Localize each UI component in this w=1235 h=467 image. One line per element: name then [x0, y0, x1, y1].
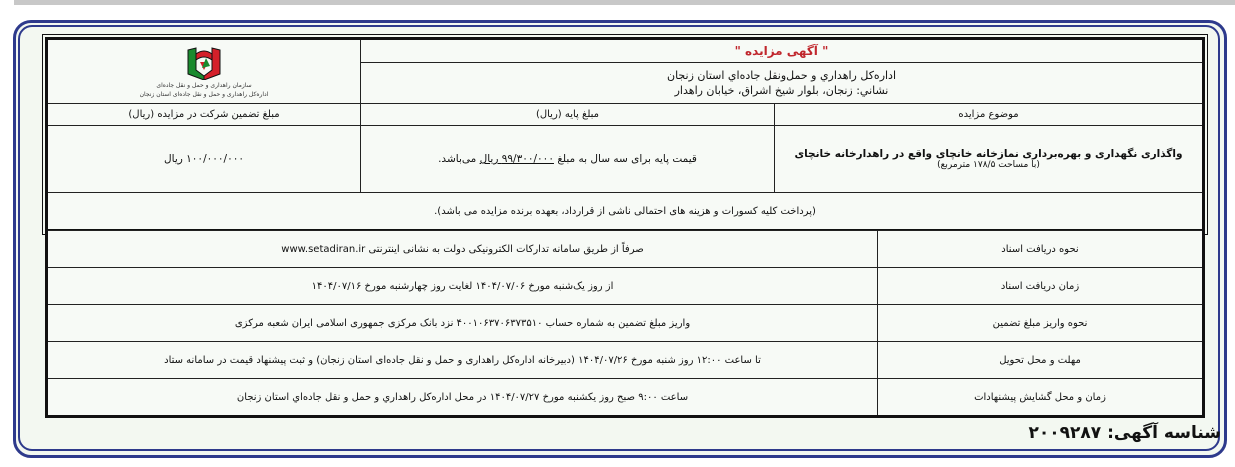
payment-note: (پرداخت کلیه کسورات و هزینه های احتمالی ناشی از قرارداد، بعهده برنده مزایده می باشد). [47, 193, 1204, 231]
table-row [47, 379, 1204, 417]
table-row [47, 231, 1204, 268]
auction-table [45, 37, 1205, 232]
details-table [45, 230, 1205, 418]
base-price-value [361, 126, 775, 193]
subject-value [775, 126, 1204, 193]
table-row [47, 305, 1204, 342]
table-row [47, 342, 1204, 379]
row-label: مهلت و محل تحویل [878, 342, 1204, 379]
top-bar [14, 0, 1235, 5]
logo-text-2: اداره‌کل راهداری و حمل و نقل جاده‌ای استان زنجان [139, 90, 269, 98]
organization-address: نشاني: زنجان، بلوار شيخ اشراق، خيابان راهدار [674, 84, 889, 97]
guarantee-value: ۱۰۰/۰۰۰/۰۰۰ ریال [47, 126, 361, 193]
row-value: واریز مبلغ تضمین به شماره حساب ۴۰۰۱۰۶۳۷۰۶۳۷۳۵۱۰ نزد بانک مرکزی جمهوری اسلامی ایران شعبه مرکزی [47, 305, 878, 342]
header-base-price: مبلغ پایه (ریال) [361, 104, 775, 126]
header-subject: موضوع مزایده [775, 104, 1204, 126]
road-logo-icon [186, 46, 222, 80]
ad-id: شناسه آگهی: ۲۰۰۹۲۸۷ [1028, 423, 1221, 443]
base-price-amount: ۹۹/۳۰۰/۰۰۰ ریال [479, 153, 554, 165]
base-price-suffix: می‌باشد. [438, 153, 477, 165]
row-value: از روز یک‌شنبه مورخ ۱۴۰۴/۰۷/۰۶ لغایت روز چهارشنبه مورخ ۱۴۰۴/۰۷/۱۶ [47, 268, 878, 305]
ad-title: " آگهی مزایده " [361, 39, 1204, 63]
row-value: ساعت ۹:۰۰ صبح روز یکشنبه مورخ ۱۴۰۴/۰۷/۲۷ در محل اداره‌کل راهداري و حمل و نقل جاده‌اي استان زنجان [47, 379, 878, 417]
logo-text-1: سازمان راهداری و حمل و نقل جاده‌ای [156, 81, 252, 89]
row-value: صرفاً از طریق سامانه تدارکات الکترونیکی دولت به نشانی اینترنتی www.setadiran.ir [47, 231, 878, 268]
subject-text: واگذاری نگهداری و بهره‌برداری نمازخانه خانچای واقع در راهدارخانه خانچای [794, 148, 1183, 160]
logo-cell [47, 39, 361, 104]
row-label: نحوه واریز مبلغ تضمین [878, 305, 1204, 342]
header-guarantee: مبلغ تضمین شرکت در مزایده (ریال) [47, 104, 361, 126]
row-label: زمان دریافت اسناد [878, 268, 1204, 305]
organization-name: اداره‌کل راهداري و حمل‌ونقل جاده‌اي استان زنجان [666, 69, 897, 82]
row-label: نحوه دریافت اسناد [878, 231, 1204, 268]
base-price-prefix: قیمت پایه برای سه سال به مبلغ [557, 153, 697, 165]
row-label: زمان و محل گشایش پیشنهادات [878, 379, 1204, 417]
table-row [47, 268, 1204, 305]
subject-area: (با مساحت ۱۷۸/۵ مترمربع) [937, 160, 1040, 170]
row-value: تا ساعت ۱۲:۰۰ روز شنبه مورخ ۱۴۰۴/۰۷/۲۶ (دبیرخانه اداره‌کل راهداری و حمل و نقل جاده‌ای استان زنجان) و ثبت پیشنهاد قیمت در سامانه ستاد [47, 342, 878, 379]
organization-info [361, 63, 1204, 104]
